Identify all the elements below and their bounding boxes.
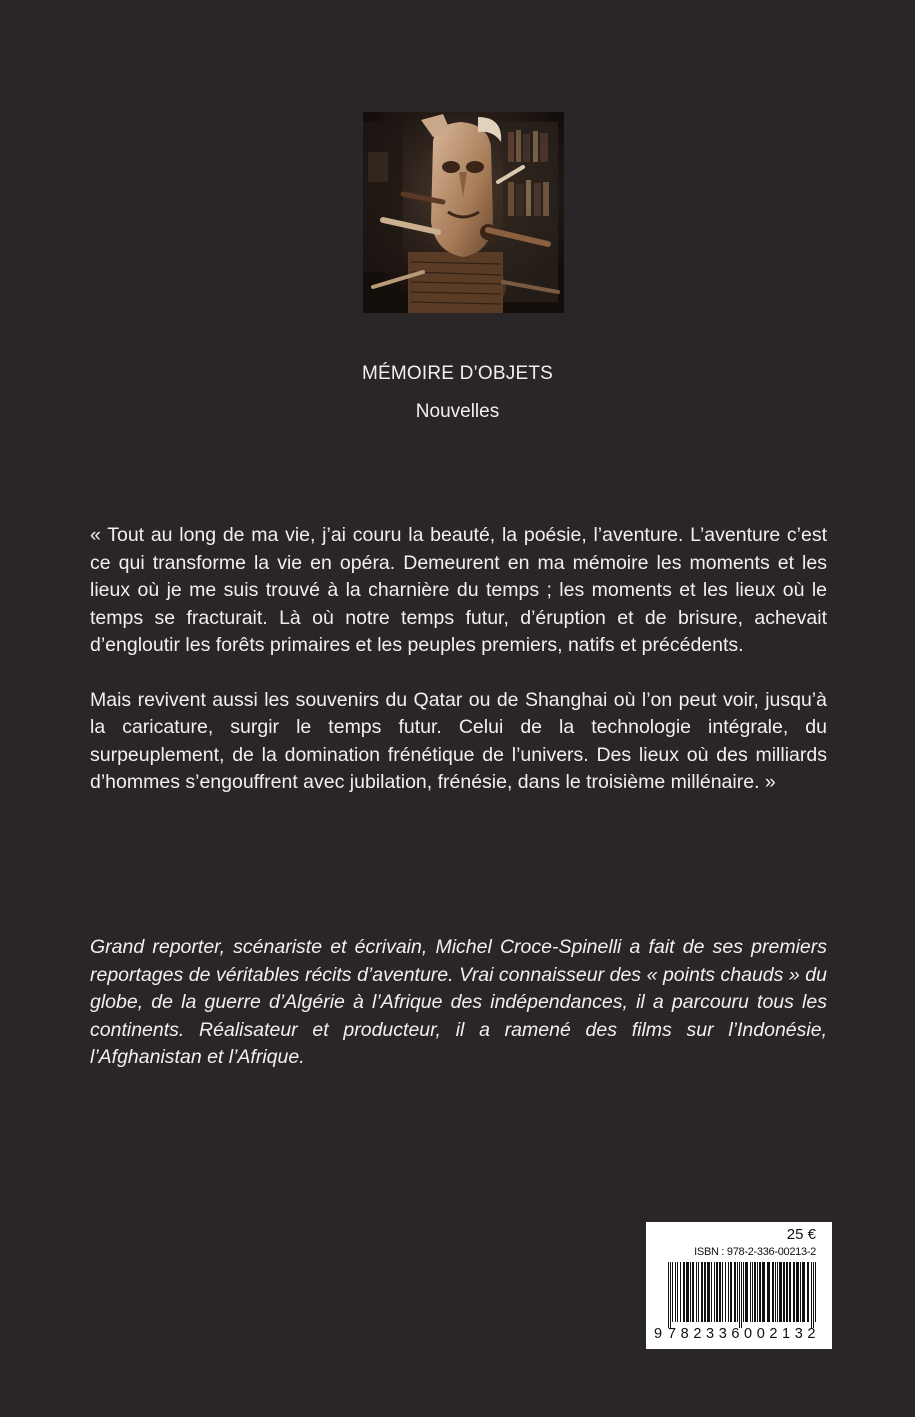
barcode-bar (711, 1262, 712, 1322)
barcode-digit: 3 (794, 1326, 804, 1342)
isbn-label: ISBN : 978-2-336-00213-2 (694, 1246, 816, 1258)
barcode-bar (800, 1262, 801, 1322)
barcode-digit: 7 (668, 1326, 677, 1342)
barcode-bar (725, 1262, 726, 1322)
barcode-digit: 6 (731, 1326, 740, 1342)
barcode-bar (802, 1262, 805, 1322)
barcode-digit: 3 (718, 1326, 728, 1342)
barcode-bar (779, 1262, 782, 1322)
barcode-bar (683, 1262, 685, 1322)
barcode-bar (728, 1262, 729, 1322)
barcode-bar (772, 1262, 774, 1322)
barcode-bar (675, 1262, 676, 1322)
barcode-digit: 8 (680, 1326, 690, 1342)
book-genre: Nouvelles (415, 401, 500, 422)
barcode-bar (775, 1262, 776, 1322)
barcode-bar (737, 1262, 738, 1322)
barcode-digit: 2 (807, 1326, 816, 1342)
author-bio: Grand reporter, scénariste et écrivain, Michel Croce-Spinelli a fait de ses premiers reportages de véritables récits d’aventure. Vrai connaisseur des « points chauds » du globe, de la guerre d’Algérie à l’Afrique des indépendances, il a parcouru tous les continents. Réalisateur et producteur, il a ramené des films sur l’Indonésie, l’Afghanistan et l’Afrique. (90, 936, 827, 1068)
barcode-bar (707, 1262, 710, 1322)
barcode-digit: 0 (744, 1326, 753, 1342)
barcode-bar (739, 1262, 740, 1328)
barcode-bar (716, 1262, 718, 1322)
barcode-bar (722, 1262, 723, 1322)
barcode-bar (730, 1262, 732, 1322)
barcode-bar (796, 1262, 799, 1322)
barcode-bars (668, 1262, 816, 1328)
barcode-digit: 2 (693, 1326, 702, 1342)
barcode-bar (811, 1262, 812, 1328)
barcode-digit: 1 (782, 1326, 791, 1342)
price-label: 25 € (786, 1226, 816, 1243)
barcode-bar (704, 1262, 706, 1322)
barcode-first-digit: 9 (654, 1326, 663, 1342)
barcode-bar (777, 1262, 778, 1322)
barcode-bar (786, 1262, 788, 1322)
barcode-bar (783, 1262, 785, 1322)
sculpture-photo-icon (363, 112, 564, 313)
barcode-bar (762, 1262, 765, 1322)
barcode-bar (719, 1262, 721, 1322)
back-cover-blurb (90, 522, 827, 797)
barcode-bar (813, 1262, 814, 1328)
barcode-bar (754, 1262, 756, 1322)
barcode-bar (741, 1262, 742, 1328)
barcode-bar (692, 1262, 694, 1322)
barcode-bar (734, 1262, 736, 1322)
blurb-paragraph-2: Mais revivent aussi les souvenirs du Qatar ou de Shanghai où l’on peut voir, jusqu’à la caricature, surgir le temps futur. Celui de la technologie intégrale, du surpeuplement, de la domination frénétique de l’univers. Des lieux où des milliards d’hommes s’engouffrent avec jubilation, frénésie, dans le troisième millénaire. » (90, 688, 827, 793)
barcode-bar (701, 1262, 703, 1322)
barcode-bar (752, 1262, 753, 1322)
barcode-bar (680, 1262, 681, 1322)
barcode-bar (750, 1262, 751, 1322)
barcode-digit: 2 (769, 1326, 778, 1342)
barcode-bar (714, 1262, 715, 1322)
barcode-bar (686, 1262, 689, 1322)
barcode-panel (646, 1222, 832, 1349)
barcode-bar (789, 1262, 791, 1322)
barcode-bar (696, 1262, 697, 1322)
barcode-bar (815, 1262, 816, 1322)
barcode-bar (807, 1262, 809, 1322)
barcode-digit: 0 (756, 1326, 766, 1342)
barcode-bar (757, 1262, 758, 1322)
barcode-bar (668, 1262, 669, 1328)
barcode-bar (677, 1262, 678, 1322)
barcode-bar (743, 1262, 744, 1322)
book-title: MÉMOIRE D’OBJETS (361, 363, 554, 384)
barcode-bar (793, 1262, 795, 1322)
barcode-bar (759, 1262, 761, 1322)
barcode-bar (672, 1262, 673, 1322)
barcode-bar (767, 1262, 770, 1322)
barcode-digit: 3 (706, 1326, 715, 1342)
barcode-bar (745, 1262, 748, 1322)
blurb-paragraph-1: « Tout au long de ma vie, j’ai couru la beauté, la poésie, l’aventure. L’aventure c’est ce qui transforme la vie en opéra. Demeurent en ma mémoire les moments et les lieux où je me suis trouvé à la charnière du temps ; les moments et les lieux où le temps se fracturait. Là où notre temps futur, d’éruption et de brisure, achevait d’engloutir les forêts primaires et les peuples premiers, natifs et précédents. (90, 524, 827, 656)
barcode-digits (668, 1326, 816, 1342)
barcode-bar (690, 1262, 691, 1322)
cover-photo (363, 112, 564, 313)
barcode-bar (670, 1262, 671, 1328)
barcode-bar (698, 1262, 699, 1322)
